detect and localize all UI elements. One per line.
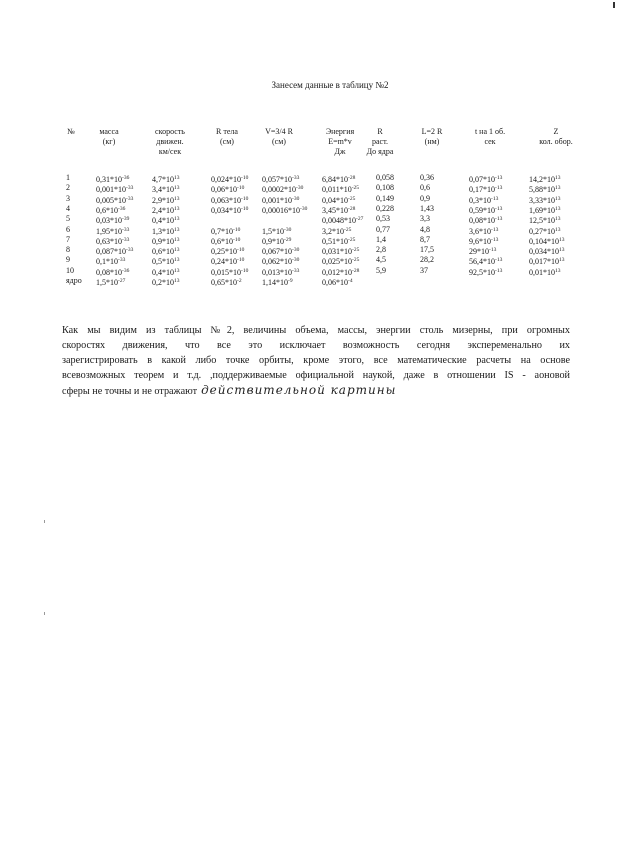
table-cell: ядро (66, 276, 82, 285)
table-cell: $1,5*10^{-27}$ (96, 278, 126, 287)
table-cell: $0,06*10^{-4}$ (322, 278, 353, 287)
table-cell: 8,7 (420, 234, 430, 244)
column-header: До ядра (366, 147, 394, 156)
table-cell: $0,015*10^{-10}$ (211, 267, 249, 277)
table-cell: 9 (66, 255, 70, 265)
table-cell: 5 (66, 214, 70, 224)
table-cell: $2,4*10^{13}$ (152, 205, 180, 215)
column-header: Энергия (325, 127, 355, 136)
handwritten-note: действительной картины (201, 383, 397, 397)
table-cell: $0,011*10^{-25}$ (322, 185, 360, 195)
table-cell: 0,228 (376, 203, 394, 213)
table-cell: $0,6*10^{-36}$ (96, 205, 126, 215)
table-cell: 0,9 (420, 193, 430, 203)
table-cell: 0,6 (420, 183, 430, 193)
column-header: масса (99, 127, 119, 136)
table-cell: $0,04*10^{-25}$ (322, 195, 356, 205)
table-cell: 0,53 (376, 214, 390, 224)
table-cell: $0,031*10^{-25}$ (322, 247, 360, 257)
table-cell: $0,5*10^{13}$ (152, 257, 180, 267)
table-cell: $0,025*10^{-25}$ (322, 257, 360, 267)
column-header: Дж (334, 147, 346, 156)
column-header: движен. (156, 137, 184, 146)
paragraph-line: всевозможных теорем и т.д. ,поддерживаемые официальной наукой, даже в отношении IS - аоновой (62, 370, 570, 381)
table-cell: $0,4*10^{13}$ (152, 216, 180, 226)
page-title: Занесем данные в таблицу №2 (271, 80, 389, 90)
table-cell: $6,84*10^{-28}$ (322, 175, 356, 184)
table-cell: $0,017*10^{13}$ (529, 257, 565, 267)
scan-mark (613, 2, 615, 8)
table-cell: $0,31*10^{-36}$ (96, 175, 130, 184)
column-header: Z (553, 127, 559, 136)
table-cell: $0,07*10^{-13}$ (469, 175, 503, 184)
table-cell: $1,5*10^{-30}$ (262, 226, 292, 236)
table-cell: 0,36 (420, 173, 434, 182)
table-cell: $2,9*10^{13}$ (152, 195, 180, 205)
column-header: (кг) (102, 137, 116, 146)
table-cell: $0,65*10^{-2}$ (211, 278, 242, 287)
paragraph-line: зарегистрировать в какой либо точке орбиты, кроме этого, все математические расчеты на основе (62, 355, 570, 366)
table-cell: 2,8 (376, 245, 386, 255)
scan-speck (44, 612, 45, 615)
table-cell: $0,001*10^{-30}$ (262, 195, 300, 205)
table-cell: $0,057*10^{-33}$ (262, 175, 300, 184)
table-cell: $0,01*10^{13}$ (529, 267, 561, 277)
column-header: раст. (372, 137, 388, 146)
table-cell: $0,3*10^{-13}$ (469, 195, 499, 205)
table-cell: $3,6*10^{-13}$ (469, 226, 499, 236)
table-cell: 28,2 (420, 255, 434, 265)
paragraph-line: сферы не точны и не отражают (62, 386, 198, 397)
table-cell: $3,4*10^{13}$ (152, 185, 180, 195)
table-cell: $0,03*10^{-39}$ (96, 216, 130, 226)
table-cell: $92,5*10^{-13}$ (469, 267, 503, 277)
table-cell: $1,3*10^{13}$ (152, 226, 180, 236)
table-cell: $0,0048*10^{-27}$ (322, 216, 364, 226)
table-cell: $0,4*10^{13}$ (152, 267, 180, 277)
column-header: (нм) (424, 137, 440, 146)
table-cell: 4,8 (420, 224, 430, 234)
table-cell: 1,4 (376, 234, 386, 244)
scan-speck (44, 520, 45, 523)
table-cell: 1,43 (420, 203, 434, 213)
table-cell: $0,63*10^{-33}$ (96, 236, 130, 246)
column-header: V=3/4 R (265, 127, 293, 136)
body-paragraph (62, 323, 570, 398)
column-header: сек (484, 137, 496, 146)
table-cell: $29*10^{-13}$ (469, 247, 497, 257)
table-cell: 8 (66, 245, 70, 255)
table-cell: 7 (66, 234, 70, 244)
table-cell: $0,067*10^{-30}$ (262, 247, 300, 257)
table-cell: 4 (66, 203, 70, 213)
table-cell: $0,59*10^{-13}$ (469, 205, 503, 215)
table-cell: $1,14*10^{-9}$ (262, 278, 293, 287)
table-cell: $0,9*10^{-29}$ (262, 236, 292, 246)
table-cell: $4,7*10^{13}$ (152, 175, 180, 184)
table-cell: $0,17*10^{-13}$ (469, 185, 503, 195)
table-cell: $0,012*10^{-28}$ (322, 267, 360, 277)
table-cell: $0,001*10^{-33}$ (96, 185, 134, 195)
column-header: км/сек (158, 147, 182, 156)
table-cell: $0,24*10^{-10}$ (211, 257, 245, 267)
table-cell: $12,5*10^{13}$ (529, 216, 561, 226)
column-header: R тела (216, 127, 238, 136)
table-cell: $0,2*10^{13}$ (152, 278, 180, 287)
column-header: скорость (155, 127, 185, 136)
table-cell: 0,058 (376, 173, 394, 182)
paragraph-line: Как мы видим из таблицы №2, величины объема, массы, энергии столь мизерны, при огромных (62, 325, 570, 336)
table-cell: $0,27*10^{13}$ (529, 226, 561, 236)
table-cell: $1,69*10^{13}$ (529, 205, 561, 215)
table-cell: $0,08*10^{-36}$ (96, 267, 130, 277)
table-cell: $0,06*10^{-10}$ (211, 185, 245, 195)
column-header: кол. обор. (539, 137, 573, 146)
table-cell: $0,063*10^{-10}$ (211, 195, 249, 205)
table-cell: $0,034*10^{13}$ (529, 247, 565, 257)
table-cell: 37 (420, 265, 428, 275)
table-cell: $0,034*10^{-10}$ (211, 205, 249, 215)
table-cell: 3 (66, 193, 70, 203)
table-cell: $3,33*10^{13}$ (529, 195, 561, 205)
table-cell: $0,062*10^{-30}$ (262, 257, 300, 267)
table-cell: $0,0002*10^{-30}$ (262, 185, 304, 195)
table-cell: 4,5 (376, 255, 386, 265)
table-cell: $0,087*10^{-33}$ (96, 247, 134, 257)
table-cell: $0,104*10^{13}$ (529, 236, 565, 246)
paragraph-line: скоростях движения, что все это исключает возможность сегодня экспеременально их (62, 340, 570, 351)
table-cell: $3,45*10^{-28}$ (322, 205, 356, 215)
table-cell: $0,00016*10^{-30}$ (262, 205, 308, 215)
column-header: № (67, 127, 75, 136)
table-cell: $1,95*10^{-33}$ (96, 226, 130, 236)
table-cell: 0,77 (376, 224, 390, 234)
table-cell: $3,2*10^{-25}$ (322, 226, 352, 236)
column-header: E=m*v (328, 137, 352, 146)
table-cell: $0,1*10^{-33}$ (96, 257, 126, 267)
table-cell: 17,5 (420, 245, 434, 255)
table-cell: $0,51*10^{-25}$ (322, 236, 356, 246)
table-cell: $0,6*10^{-10}$ (211, 236, 241, 246)
column-header: t на 1 об. (474, 127, 506, 136)
table-cell: $0,024*10^{-10}$ (211, 175, 249, 184)
table-cell: $0,9*10^{13}$ (152, 236, 180, 246)
table-cell: 10 (66, 265, 74, 275)
table-cell: 0,149 (376, 193, 394, 203)
column-header: L=2 R (421, 127, 443, 136)
table-cell: $0,7*10^{-10}$ (211, 226, 241, 236)
table-cell: $0,08*10^{-13}$ (469, 216, 503, 226)
table-cell: $0,6*10^{13}$ (152, 247, 180, 257)
table-cell: $14,2*10^{13}$ (529, 175, 561, 184)
table-cell: 0,108 (376, 183, 394, 193)
table-cell: 6 (66, 224, 70, 234)
column-header: (см) (220, 137, 234, 146)
table-cell: $0,013*10^{-33}$ (262, 267, 300, 277)
table-cell: $56,4*10^{-13}$ (469, 257, 503, 267)
table-cell: $0,005*10^{-33}$ (96, 195, 134, 205)
table-cell: $0,25*10^{-10}$ (211, 247, 245, 257)
column-header: R (377, 127, 383, 136)
column-header: (см) (272, 137, 286, 146)
table-cell: $9,6*10^{-13}$ (469, 236, 499, 246)
paragraph-line-last (62, 383, 570, 398)
table-cell: $5,88*10^{13}$ (529, 185, 561, 195)
table-cell: 5,9 (376, 265, 386, 275)
table-cell: 1 (66, 173, 70, 182)
table-cell: 3,3 (420, 214, 430, 224)
table-cell: 2 (66, 183, 70, 193)
